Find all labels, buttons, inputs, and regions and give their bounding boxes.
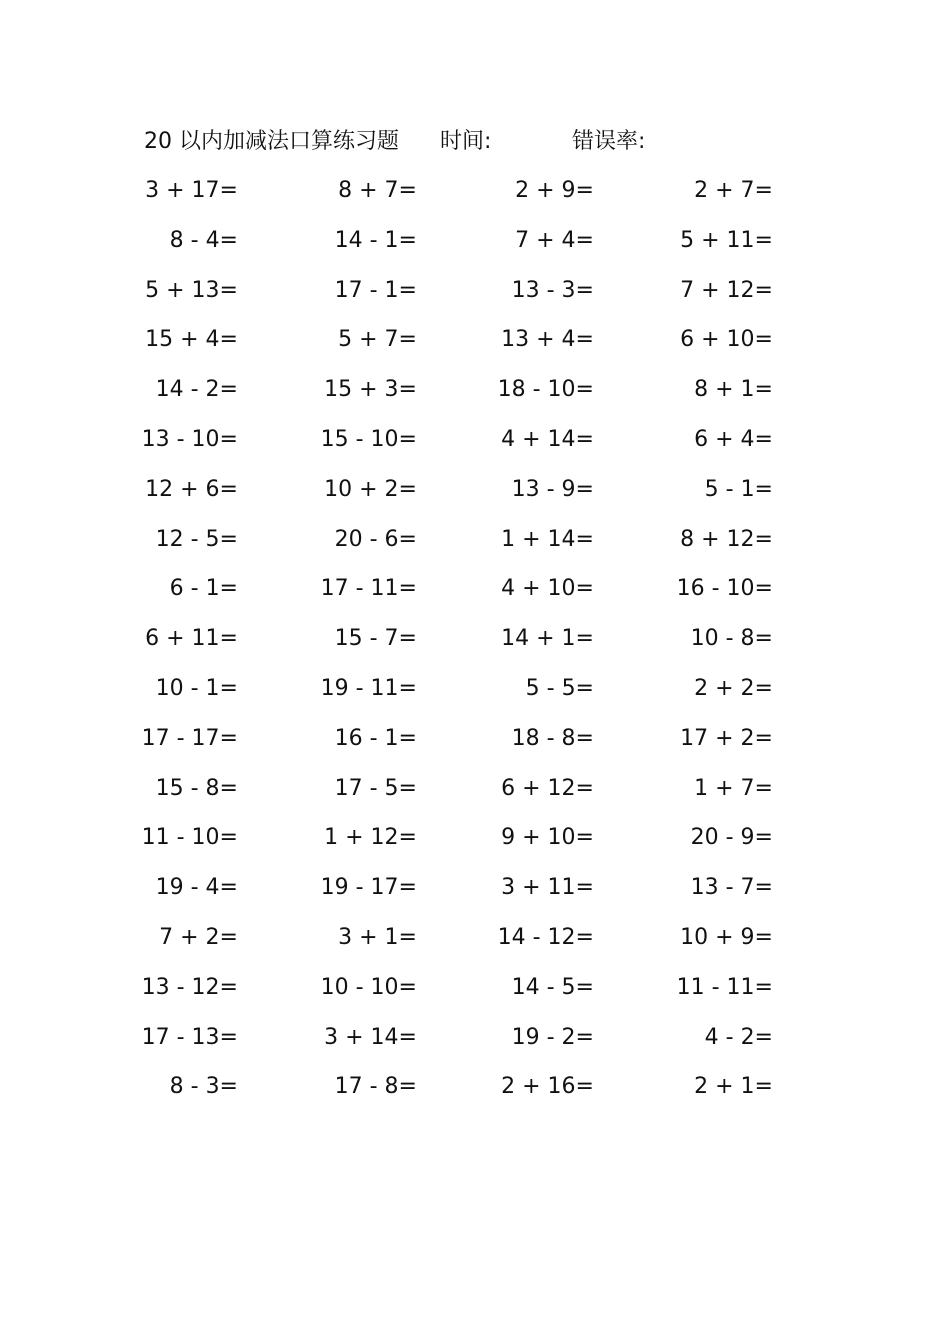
problem-cell: 15 - 10=: [320, 426, 417, 452]
worksheet-title: 20 以内加减法口算练习题: [144, 129, 399, 154]
problem-cell: 19 - 4=: [155, 875, 238, 901]
problem-cell: 6 + 11=: [145, 626, 238, 652]
problem-cell: 8 + 12=: [680, 526, 773, 552]
problem-cell: 3 + 14=: [324, 1024, 417, 1050]
problem-row: [0, 1072, 950, 1122]
problem-cell: 15 - 8=: [155, 775, 238, 801]
problem-row: [0, 823, 950, 873]
problem-row: [0, 624, 950, 674]
problem-row: [0, 574, 950, 624]
problem-cell: 2 + 1=: [694, 1074, 773, 1100]
problem-cell: 7 + 4=: [515, 227, 594, 253]
problem-cell: 19 - 2=: [511, 1024, 594, 1050]
time-label: 时间:: [440, 129, 492, 154]
problem-row: [0, 774, 950, 824]
problem-cell: 13 - 3=: [511, 277, 594, 303]
problem-row: [0, 375, 950, 425]
problem-cell: 6 + 10=: [680, 327, 773, 353]
problem-cell: 13 - 12=: [141, 974, 238, 1000]
problem-cell: 3 + 17=: [145, 178, 238, 203]
problem-cell: 17 - 5=: [334, 775, 417, 801]
worksheet-header: [144, 127, 844, 157]
problem-row: [0, 674, 950, 724]
problem-cell: 8 - 4=: [169, 227, 238, 253]
problem-cell: 1 + 12=: [324, 825, 417, 851]
problem-cell: 17 + 2=: [680, 725, 773, 751]
problem-row: [0, 525, 950, 575]
problem-grid: [0, 176, 950, 1122]
problem-cell: 14 - 1=: [334, 227, 417, 253]
problem-row: [0, 176, 950, 226]
problem-cell: 1 + 7=: [694, 775, 773, 801]
problem-cell: 12 + 6=: [145, 476, 238, 502]
problem-row: [0, 973, 950, 1023]
problem-row: [0, 724, 950, 774]
problem-row: [0, 325, 950, 375]
problem-cell: 5 + 13=: [145, 277, 238, 303]
problem-cell: 5 + 7=: [338, 327, 417, 353]
problem-cell: 4 + 10=: [501, 576, 594, 602]
problem-cell: 5 - 5=: [525, 675, 594, 701]
problem-row: [0, 475, 950, 525]
problem-cell: 11 - 10=: [141, 825, 238, 851]
problem-cell: 7 + 2=: [159, 924, 238, 950]
problem-cell: 4 - 2=: [704, 1024, 773, 1050]
problem-cell: 16 - 10=: [676, 576, 773, 602]
problem-row: [0, 276, 950, 326]
problem-cell: 17 - 17=: [141, 725, 238, 751]
problem-cell: 19 - 11=: [320, 675, 417, 701]
problem-cell: 12 - 5=: [155, 526, 238, 552]
problem-cell: 10 - 1=: [155, 675, 238, 701]
problem-row: [0, 1023, 950, 1073]
problem-cell: 10 - 8=: [690, 626, 773, 652]
problem-cell: 13 - 10=: [141, 426, 238, 452]
error-rate-label: 错误率:: [572, 129, 646, 154]
problem-cell: 17 - 13=: [141, 1024, 238, 1050]
problem-cell: 16 - 1=: [334, 725, 417, 751]
problem-cell: 10 + 2=: [324, 476, 417, 502]
problem-row: [0, 923, 950, 973]
problem-cell: 17 - 1=: [334, 277, 417, 303]
problem-cell: 14 - 12=: [497, 924, 594, 950]
problem-row: [0, 873, 950, 923]
problem-cell: 7 + 12=: [680, 277, 773, 303]
problem-cell: 17 - 11=: [320, 576, 417, 602]
problem-cell: 1 + 14=: [501, 526, 594, 552]
problem-row: [0, 226, 950, 276]
problem-cell: 2 + 2=: [694, 675, 773, 701]
problem-cell: 15 + 4=: [145, 327, 238, 353]
problem-cell: 9 + 10=: [501, 825, 594, 851]
problem-cell: 6 + 12=: [501, 775, 594, 801]
problem-cell: 13 + 4=: [501, 327, 594, 353]
problem-cell: 13 - 7=: [690, 875, 773, 901]
problem-cell: 19 - 17=: [320, 875, 417, 901]
problem-cell: 4 + 14=: [501, 426, 594, 452]
problem-cell: 20 - 6=: [334, 526, 417, 552]
problem-cell: 13 - 9=: [511, 476, 594, 502]
problem-cell: 5 + 11=: [680, 227, 773, 253]
problem-cell: 17 - 8=: [334, 1074, 417, 1100]
problem-cell: 8 - 3=: [169, 1074, 238, 1100]
problem-cell: 14 - 5=: [511, 974, 594, 1000]
problem-cell: 15 - 7=: [334, 626, 417, 652]
problem-cell: 2 + 9=: [515, 178, 594, 203]
problem-cell: 8 + 1=: [694, 377, 773, 403]
problem-cell: 10 + 9=: [680, 924, 773, 950]
problem-cell: 14 + 1=: [501, 626, 594, 652]
problem-cell: 6 + 4=: [694, 426, 773, 452]
problem-cell: 14 - 2=: [155, 377, 238, 403]
problem-cell: 10 - 10=: [320, 974, 417, 1000]
problem-cell: 8 + 7=: [338, 178, 417, 203]
problem-cell: 5 - 1=: [704, 476, 773, 502]
problem-cell: 15 + 3=: [324, 377, 417, 403]
problem-cell: 18 - 8=: [511, 725, 594, 751]
problem-row: [0, 425, 950, 475]
problem-cell: 3 + 1=: [338, 924, 417, 950]
problem-cell: 20 - 9=: [690, 825, 773, 851]
problem-cell: 2 + 16=: [501, 1074, 594, 1100]
problem-cell: 3 + 11=: [501, 875, 594, 901]
problem-cell: 6 - 1=: [169, 576, 238, 602]
problem-cell: 11 - 11=: [676, 974, 773, 1000]
problem-cell: 2 + 7=: [694, 178, 773, 203]
problem-cell: 18 - 10=: [497, 377, 594, 403]
